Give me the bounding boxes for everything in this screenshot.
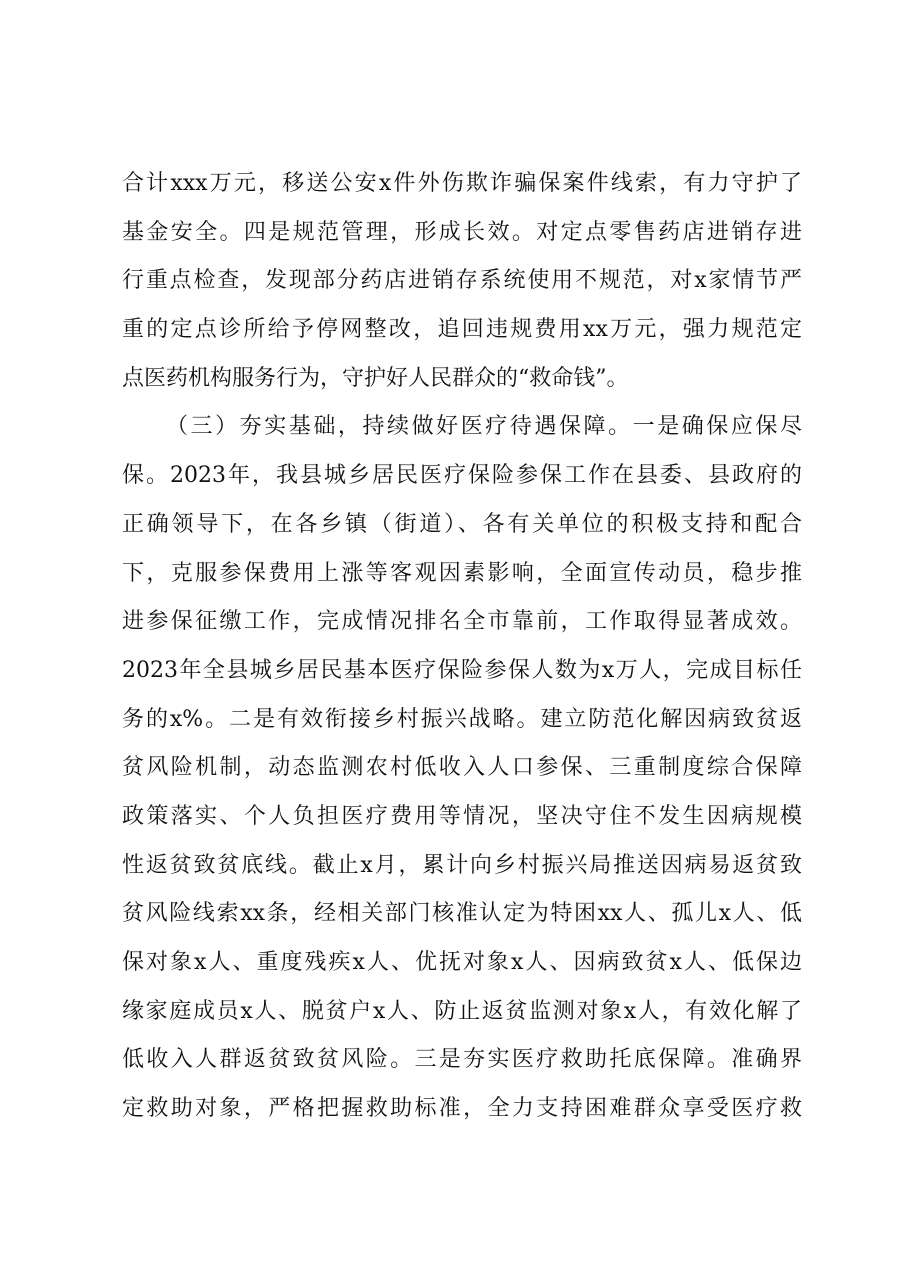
text-line: 低收入人群返贫致贫风险。三是夯实医疗救助托底保障。准确界 — [122, 1047, 802, 1073]
text-line: 行重点检查，发现部分药店进销存系统使用不规范，对x家情节严 — [122, 268, 802, 294]
text-line: 性返贫致贫底线。截止x月，累计向乡村振兴局推送因病易返贫致 — [122, 852, 802, 878]
paragraph-1 — [122, 160, 802, 403]
text-line: 贫风险机制，动态监测农村低收入人口参保、三重制度综合保障 — [122, 755, 802, 781]
document-body — [122, 160, 802, 1134]
text-line: 合计xxx万元，移送公安x件外伤欺诈骗保案件线索，有力守护了 — [122, 171, 802, 196]
text-line: 进参保征缴工作，完成情况排名全市靠前，工作取得显著成效。 — [122, 609, 802, 635]
text-line: 点医药机构服务行为，守护好人民群众的“救命钱”。 — [122, 365, 629, 391]
text-line: 定救助对象，严格把握救助标准，全力支持困难群众享受医疗救 — [122, 1096, 802, 1122]
text-line: 重的定点诊所给予停网整改，追回违规费用xx万元，强力规范定 — [122, 317, 802, 343]
text-line: 保。2023年，我县城乡居民医疗保险参保工作在县委、县政府的 — [122, 463, 802, 489]
text-line: 贫风险线索xx条，经相关部门核准认定为特困xx人、孤儿x人、低 — [122, 901, 802, 927]
text-line: 缘家庭成员x人、脱贫户x人、防止返贫监测对象x人，有效化解了 — [122, 998, 802, 1024]
text-line: 正确领导下，在各乡镇（街道）、各有关单位的积极支持和配合 — [122, 511, 802, 537]
text-line: 下，克服参保费用上涨等客观因素影响，全面宣传动员，稳步推 — [122, 560, 802, 586]
text-line: 2023年全县城乡居民基本医疗保险参保人数为x万人，完成目标任 — [122, 657, 802, 683]
paragraph-2 — [122, 403, 802, 1133]
text-line: 基金安全。四是规范管理，形成长效。对定点零售药店进销存进 — [122, 219, 802, 245]
text-line: 政策落实、个人负担医疗费用等情况，坚决守住不发生因病规模 — [122, 803, 802, 829]
text-line: 务的x%。二是有效衔接乡村振兴战略。建立防范化解因病致贫返 — [122, 706, 802, 732]
text-line: 保对象x人、重度残疾x人、优抚对象x人、因病致贫x人、低保边 — [122, 950, 802, 975]
text-line: （三）夯实基础，持续做好医疗待遇保障。一是确保应保尽 — [166, 414, 802, 440]
